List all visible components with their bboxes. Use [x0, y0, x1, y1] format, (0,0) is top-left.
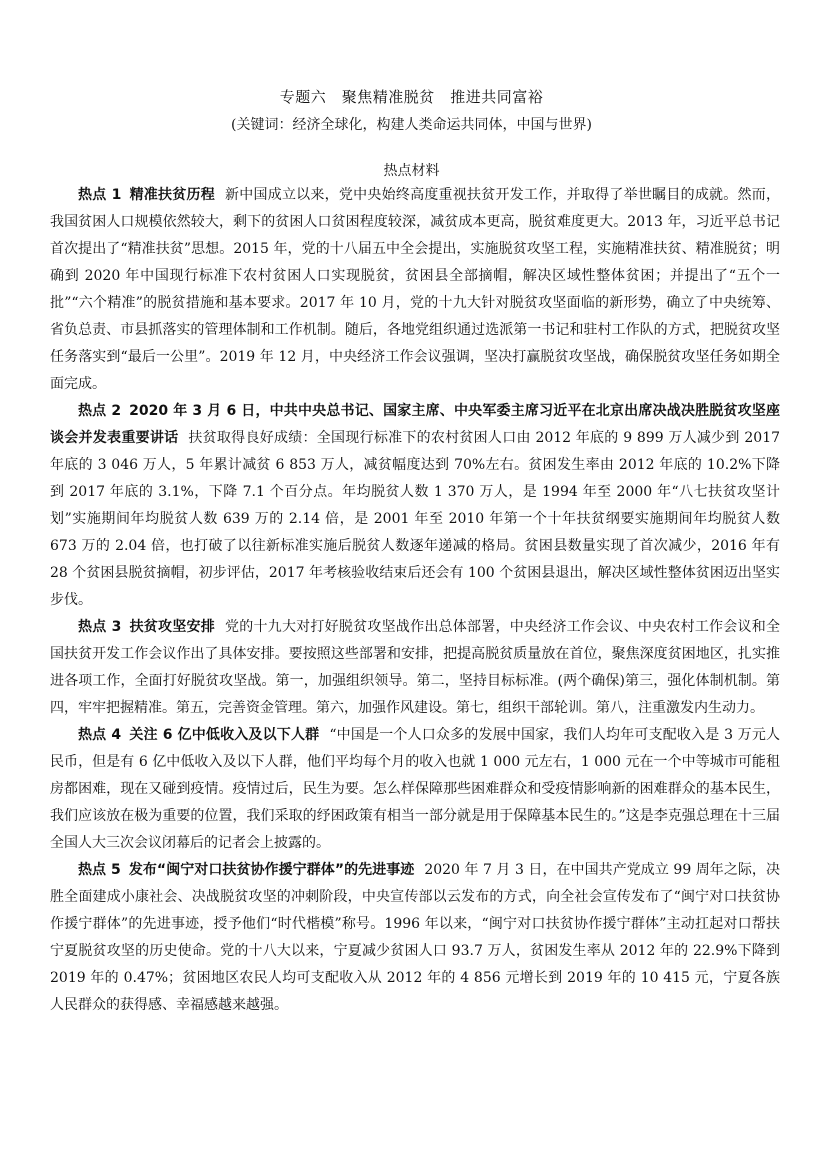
document-title: 专题六 聚焦精准脱贫 推进共同富裕 — [279, 88, 544, 106]
hotspot-text: “中国是一个人口众多的发展中国家，我们人均年可支配收入是 3 万元人民币，但是有 6 亿中低收入及以下人群，他们平均每个月的收入也就 1 000 元左右，1 000 元在一个中等城市可能租房都困难，现在又碰到疫情。疫情过后，民生为要。怎么样保障那些困难群众和受疫情影响新的困难群众的基本民生，我们应该放在极为重要的位置，我们采取的纾困政策有相当一部分就是用于保障基本民生的。”这是李克强总理在十三届全国人大三次会议闭幕后的记者会上披露的。 — [50, 727, 780, 851]
hotspot-list — [50, 182, 780, 1019]
hotspot-title: 关注 6 亿中低收入及以下人群 — [129, 727, 320, 743]
hotspot-paragraph-4 — [50, 722, 780, 857]
hotspot-text: 党的十九大对打好脱贫攻坚战作出总体部署，中央经济工作会议、中央农村工作会议和全国扶贫开发工作会议作出了具体安排。要按照这些部署和安排，把提高脱贫质量放在首位，聚焦深度贫困地区，扎实推进各项工作，全面打好脱贫攻坚战。第一，加强组织领导。第二，坚持目标标准。(两个确保)第三，强化体制机制。第四，牢牢把握精准。第五，完善资金管理。第六，加强作风建设。第七，组织干部轮训。第八，注重激发内生动力。 — [50, 619, 781, 716]
hotspot-text: 扶贫取得良好成绩：全国现行标准下的农村贫困人口由 2012 年底的 9 899 万人减少到 2017 年底的 3 046 万人，5 年累计减贫 6 853 万人，减贫幅度达到 70%左右。贫困发生率由 2012 年底的 10.2%下降到 2017 年底的 3.1%，下降 7.1 个百分点。年均脱贫人数 1 370 万人，是 1994 年至 2000 年“八七扶贫攻坚计划”实施期间年均脱贫人数 639 万的 2.14 倍，是 2001 年至 2010 年第一个十年扶贫纲要实施期间年均脱贫人数 673 万的 2.04 倍，也打破了以往新标准实施后脱贫人数逐年递减的格局。贫困县数量实现了首次减少，2016 年有 28 个贫困县脱贫摘帽，初步评估，2017 年考核验收结束后还会有 100 个贫困县退出，解决区域性整体贫困迈出坚实步伐。 — [50, 430, 781, 608]
section-heading: 热点材料 — [383, 163, 440, 179]
hotspot-paragraph-5 — [50, 857, 780, 1019]
hotspot-title: 精准扶贫历程 — [129, 187, 215, 203]
hotspot-paragraph-1 — [50, 182, 780, 398]
hotspot-label: 热点 3 — [78, 619, 122, 635]
hotspot-label: 热点 2 — [78, 403, 122, 419]
hotspot-text: 2020 年 7 月 3 日，在中国共产党成立 99 周年之际，决胜全面建成小康社会、决战脱贫攻坚的冲刺阶段，中央宣传部以云发布的方式，向全社会宣传发布了“闽宁对口扶贫协作援宁群体”的先进事迹，授予他们“时代楷模”称号。1996 年以来，“闽宁对口扶贫协作援宁群体”主动扛起对口帮扶宁夏脱贫攻坚的历史使命。党的十八大以来，宁夏减少贫困人口 93.7 万人，贫困发生率从 2012 年的 22.9%下降到 2019 年的 0.47%；贫困地区农民人均可支配收入从 2012 年的 4 856 元增长到 2019 年的 10 415 元，宁夏各族人民群众的获得感、幸福感越来越强。 — [50, 862, 780, 1013]
hotspot-paragraph-3 — [50, 614, 780, 722]
keywords-line: (关键词：经济全球化，构建人类命运共同体，中国与世界) — [231, 117, 592, 133]
hotspot-title: 2020 年 3 月 6 日，中共中央总书记、国家主席、中央军委主席习近平在北京出席决战决胜脱贫攻坚座谈会并发表重要讲话 — [50, 403, 780, 446]
hotspot-title: 扶贫攻坚安排 — [129, 619, 215, 635]
hotspot-title: 发布“闽宁对口扶贫协作援宁群体”的先进事迹 — [128, 862, 415, 878]
hotspot-paragraph-2 — [50, 398, 780, 614]
hotspot-label: 热点 5 — [78, 862, 121, 878]
hotspot-label: 热点 4 — [78, 727, 122, 743]
hotspot-label: 热点 1 — [78, 187, 122, 203]
hotspot-text: 新中国成立以来，党中央始终高度重视扶贫开发工作，并取得了举世瞩目的成就。然而，我国贫困人口规模依然较大，剩下的贫困人口贫困程度较深，减贫成本更高，脱贫难度更大。2013 年，习近平总书记首次提出了“精准扶贫”思想。2015 年，党的十八届五中全会提出，实施脱贫攻坚工程，实施精准扶贫、精准脱贫；明确到 2020 年中国现行标准下农村贫困人口实现脱贫，贫困县全部摘帽，解决区域性整体贫困；并提出了“五个一批”“六个精准”的脱贫措施和基本要求。2017 年 10 月，党的十九大针对脱贫攻坚面临的新形势，确立了中央统筹、省负总责、市县抓落实的管理体制和工作机制。随后，各地党组织通过选派第一书记和驻村工作队的方式，把脱贫攻坚任务落实到“最后一公里”。2019 年 12 月，中央经济工作会议强调，坚决打赢脱贫攻坚战，确保脱贫攻坚任务如期全面完成。 — [50, 187, 781, 392]
